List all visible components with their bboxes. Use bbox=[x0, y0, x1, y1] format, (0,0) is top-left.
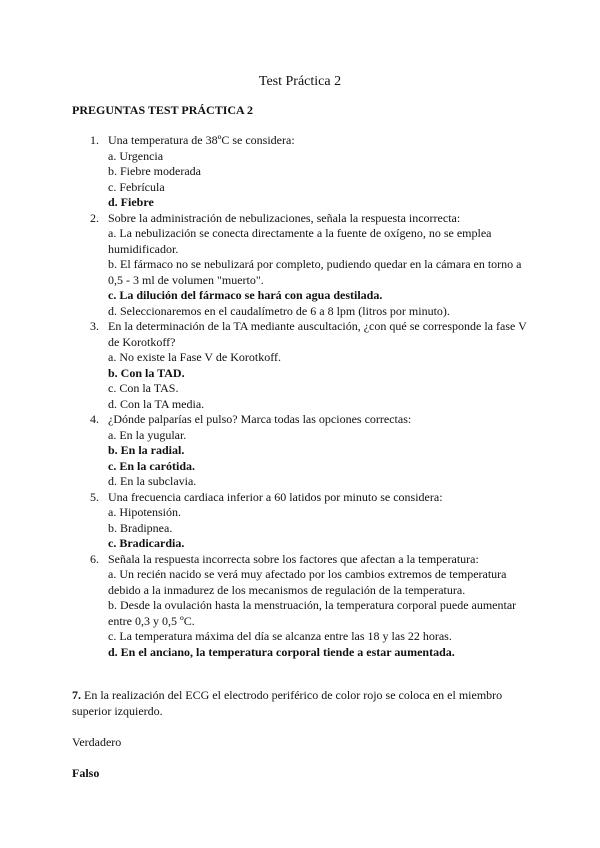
answer-option: b. Desde la ovulación hasta la menstruación, la temperatura corporal puede aumentar entre 0,3 y 0,5 ºC. bbox=[108, 598, 517, 628]
correct-option: d. Fiebre bbox=[108, 195, 154, 209]
answer-option: d. En la subclavia. bbox=[108, 474, 197, 488]
answer-option: a. Hipotensión. bbox=[108, 505, 181, 519]
answer-option: d. Seleccionaremos en el caudalímetro de 6 a 8 lpm (litros por minuto). bbox=[108, 303, 450, 318]
answer-option: a. La nebulización se conecta directamente a la fuente de oxígeno, no se emplea humidificador. bbox=[108, 226, 492, 256]
question-7-text: En la realización del ECG el electrodo periférico de color rojo se coloca en el miembro superior izquierdo. bbox=[72, 688, 503, 718]
answer-option: a. En la yugular. bbox=[108, 427, 187, 442]
answer-option: b. Fiebre moderada bbox=[108, 164, 201, 178]
question-number: 2. bbox=[90, 210, 99, 225]
question-number: 6. bbox=[90, 551, 99, 566]
answer-option: a. Urgencia bbox=[108, 148, 164, 163]
question-text: ¿Dónde palparías el pulso? Marca todas las opciones correctas: bbox=[108, 412, 412, 426]
answer-option: a. No existe la Fase V de Korotkoff. bbox=[108, 350, 281, 364]
question-text: Una temperatura de 38ºC se considera: bbox=[108, 133, 295, 147]
correct-option: b. Con la TAD. bbox=[108, 365, 185, 380]
answer-option: b. El fármaco no se nebulizará por completo, pudiendo quedar en la cámara en torno a 0,5 - 3 ml de volumen "muerto". bbox=[108, 257, 522, 287]
answer-option: c. Febrícula bbox=[108, 179, 165, 194]
answer-option: d. Con la TA media. bbox=[108, 396, 205, 411]
question-number: 5. bbox=[90, 489, 99, 504]
answer-true: Verdadero bbox=[72, 735, 122, 749]
question-text: Sobre la administración de nebulizaciones, señala la respuesta incorrecta: bbox=[108, 210, 461, 225]
question-item bbox=[72, 319, 532, 412]
question-item bbox=[72, 412, 532, 490]
answer-option: c. La temperatura máxima del día se alcanza entre las 18 y las 22 horas. bbox=[108, 629, 452, 643]
question-text: Una frecuencia cardiaca inferior a 60 latidos por minuto se considera: bbox=[108, 489, 443, 504]
section-heading: PREGUNTAS TEST PRÁCTICA 2 bbox=[72, 103, 254, 117]
correct-option: c. La dilución del fármaco se hará con agua destilada. bbox=[108, 288, 383, 302]
answer-option: a. Un recién nacido se verá muy afectado por los cambios extremos de temperatura debido a la inmadurez de los mecanismos de regulación de la temperatura. bbox=[108, 567, 507, 597]
question-item bbox=[72, 133, 532, 211]
question-item bbox=[72, 490, 532, 552]
correct-option: d. En el anciano, la temperatura corporal tiende a estar aumentada. bbox=[108, 644, 455, 659]
question-text: Señala la respuesta incorrecta sobre los factores que afectan a la temperatura: bbox=[108, 551, 479, 566]
question-7-number: 7. bbox=[72, 688, 81, 702]
page-title: Test Práctica 2 bbox=[258, 74, 342, 89]
correct-option: b. En la radial. bbox=[108, 443, 185, 457]
question-list bbox=[72, 133, 532, 660]
question-7 bbox=[72, 688, 532, 719]
question-item bbox=[72, 552, 532, 661]
question-item bbox=[72, 211, 532, 320]
answer-false: Falso bbox=[72, 766, 100, 780]
answer-option: b. Bradipnea. bbox=[108, 520, 173, 535]
correct-option: c. En la carótida. bbox=[108, 458, 195, 473]
question-number: 4. bbox=[90, 412, 99, 426]
answer-option: c. Con la TAS. bbox=[108, 381, 179, 395]
question-text: En la determinación de la TA mediante auscultación, ¿con qué se corresponde la fase V de Korotkoff? bbox=[108, 319, 527, 349]
question-number: 3. bbox=[90, 319, 99, 333]
question-number: 1. bbox=[90, 133, 99, 147]
correct-option: c. Bradicardia. bbox=[108, 536, 185, 550]
